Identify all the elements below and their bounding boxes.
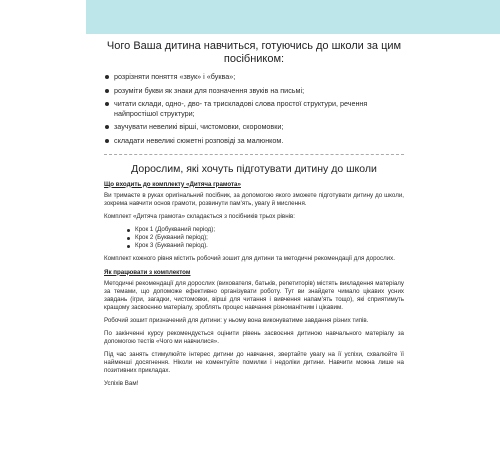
list-item: Крок 1 (Добукваний період);: [126, 226, 404, 234]
list-item: читати склади, одно-, дво- та трискладові слова простої структури, речення найпростішої структури;: [104, 99, 404, 118]
levels-list: [104, 226, 404, 251]
skills-list: [104, 72, 404, 146]
section1-title: Чого Ваша дитина навчиться, готуючись до школи за цим посібником:: [106, 40, 402, 65]
section2-title: Дорослим, які хочуть підготувати дитину до школи: [131, 162, 377, 175]
kit-heading: Що входить до комплекту «Дитяча грамота»: [104, 180, 241, 188]
closing-line: Успіхів Вам!: [104, 380, 139, 388]
list-item: розрізняти поняття «звук» і «буква»;: [104, 72, 404, 82]
list-item: Крок 2 (Букваний період);: [126, 234, 404, 242]
paragraph: Комплект «Дитяча грамота» складається з посібників трьох рівнів:: [104, 212, 296, 220]
top-color-band: [86, 0, 500, 34]
paragraph: Методичні рекомендації для дорослих (вихователя, батьків, репетиторів) містять викладення матеріалу за темами, що допоможе ефективно організувати роботу. Тут ви знайдете чимало цікавих усних завдань (ігри, загадки, чистомовки, вірші для читання і вивчення напам’ять тощо), які сприятимуть кращому засвоєнню матеріалу, зроблять процес навчання різноманітним і цікавим.: [104, 279, 404, 311]
paragraph: Комплект кожного рівня містить робочий зошит для дитини та методичні рекомендації для дорослих.: [104, 255, 395, 263]
list-item: складати невеликі сюжетні розповіді за малюнком.: [104, 136, 404, 146]
paragraph: Робочий зошит призначений для дитини: у ньому вона виконуватиме завдання різних типів.: [104, 316, 369, 324]
content-column: [104, 40, 404, 394]
work-heading: Як працювати з комплектом: [104, 268, 191, 276]
list-item: розуміти букви як знаки для позначення звуків на письмі;: [104, 86, 404, 96]
paragraph: Під час занять стимулюйте інтерес дитини до навчання, звертайте увагу на її успіхи, схвалюйте її найменші досягнення. Ніколи не коментуйте помилки і недоліки дитини. Навчити можна лише на позитивних прикладах.: [104, 351, 404, 375]
section-divider: [104, 154, 404, 155]
paragraph: По закінченні курсу рекомендується оцінити рівень засвоєння дитиною навчального матеріалу за допомогою тестів «Чого ми навчилися».: [104, 330, 404, 346]
list-item: Крок 3 (Букваний період).: [126, 242, 404, 250]
paragraph: Ви тримаєте в руках оригінальний посібник, за допомогою якого зможете підготувати дитину до школи, зокрема навчити основ грамоти, розвинути пам’ять, увагу й мислення.: [104, 191, 404, 207]
list-item: заучувати невеликі вірші, чистомовки, скоромовки;: [104, 122, 404, 132]
